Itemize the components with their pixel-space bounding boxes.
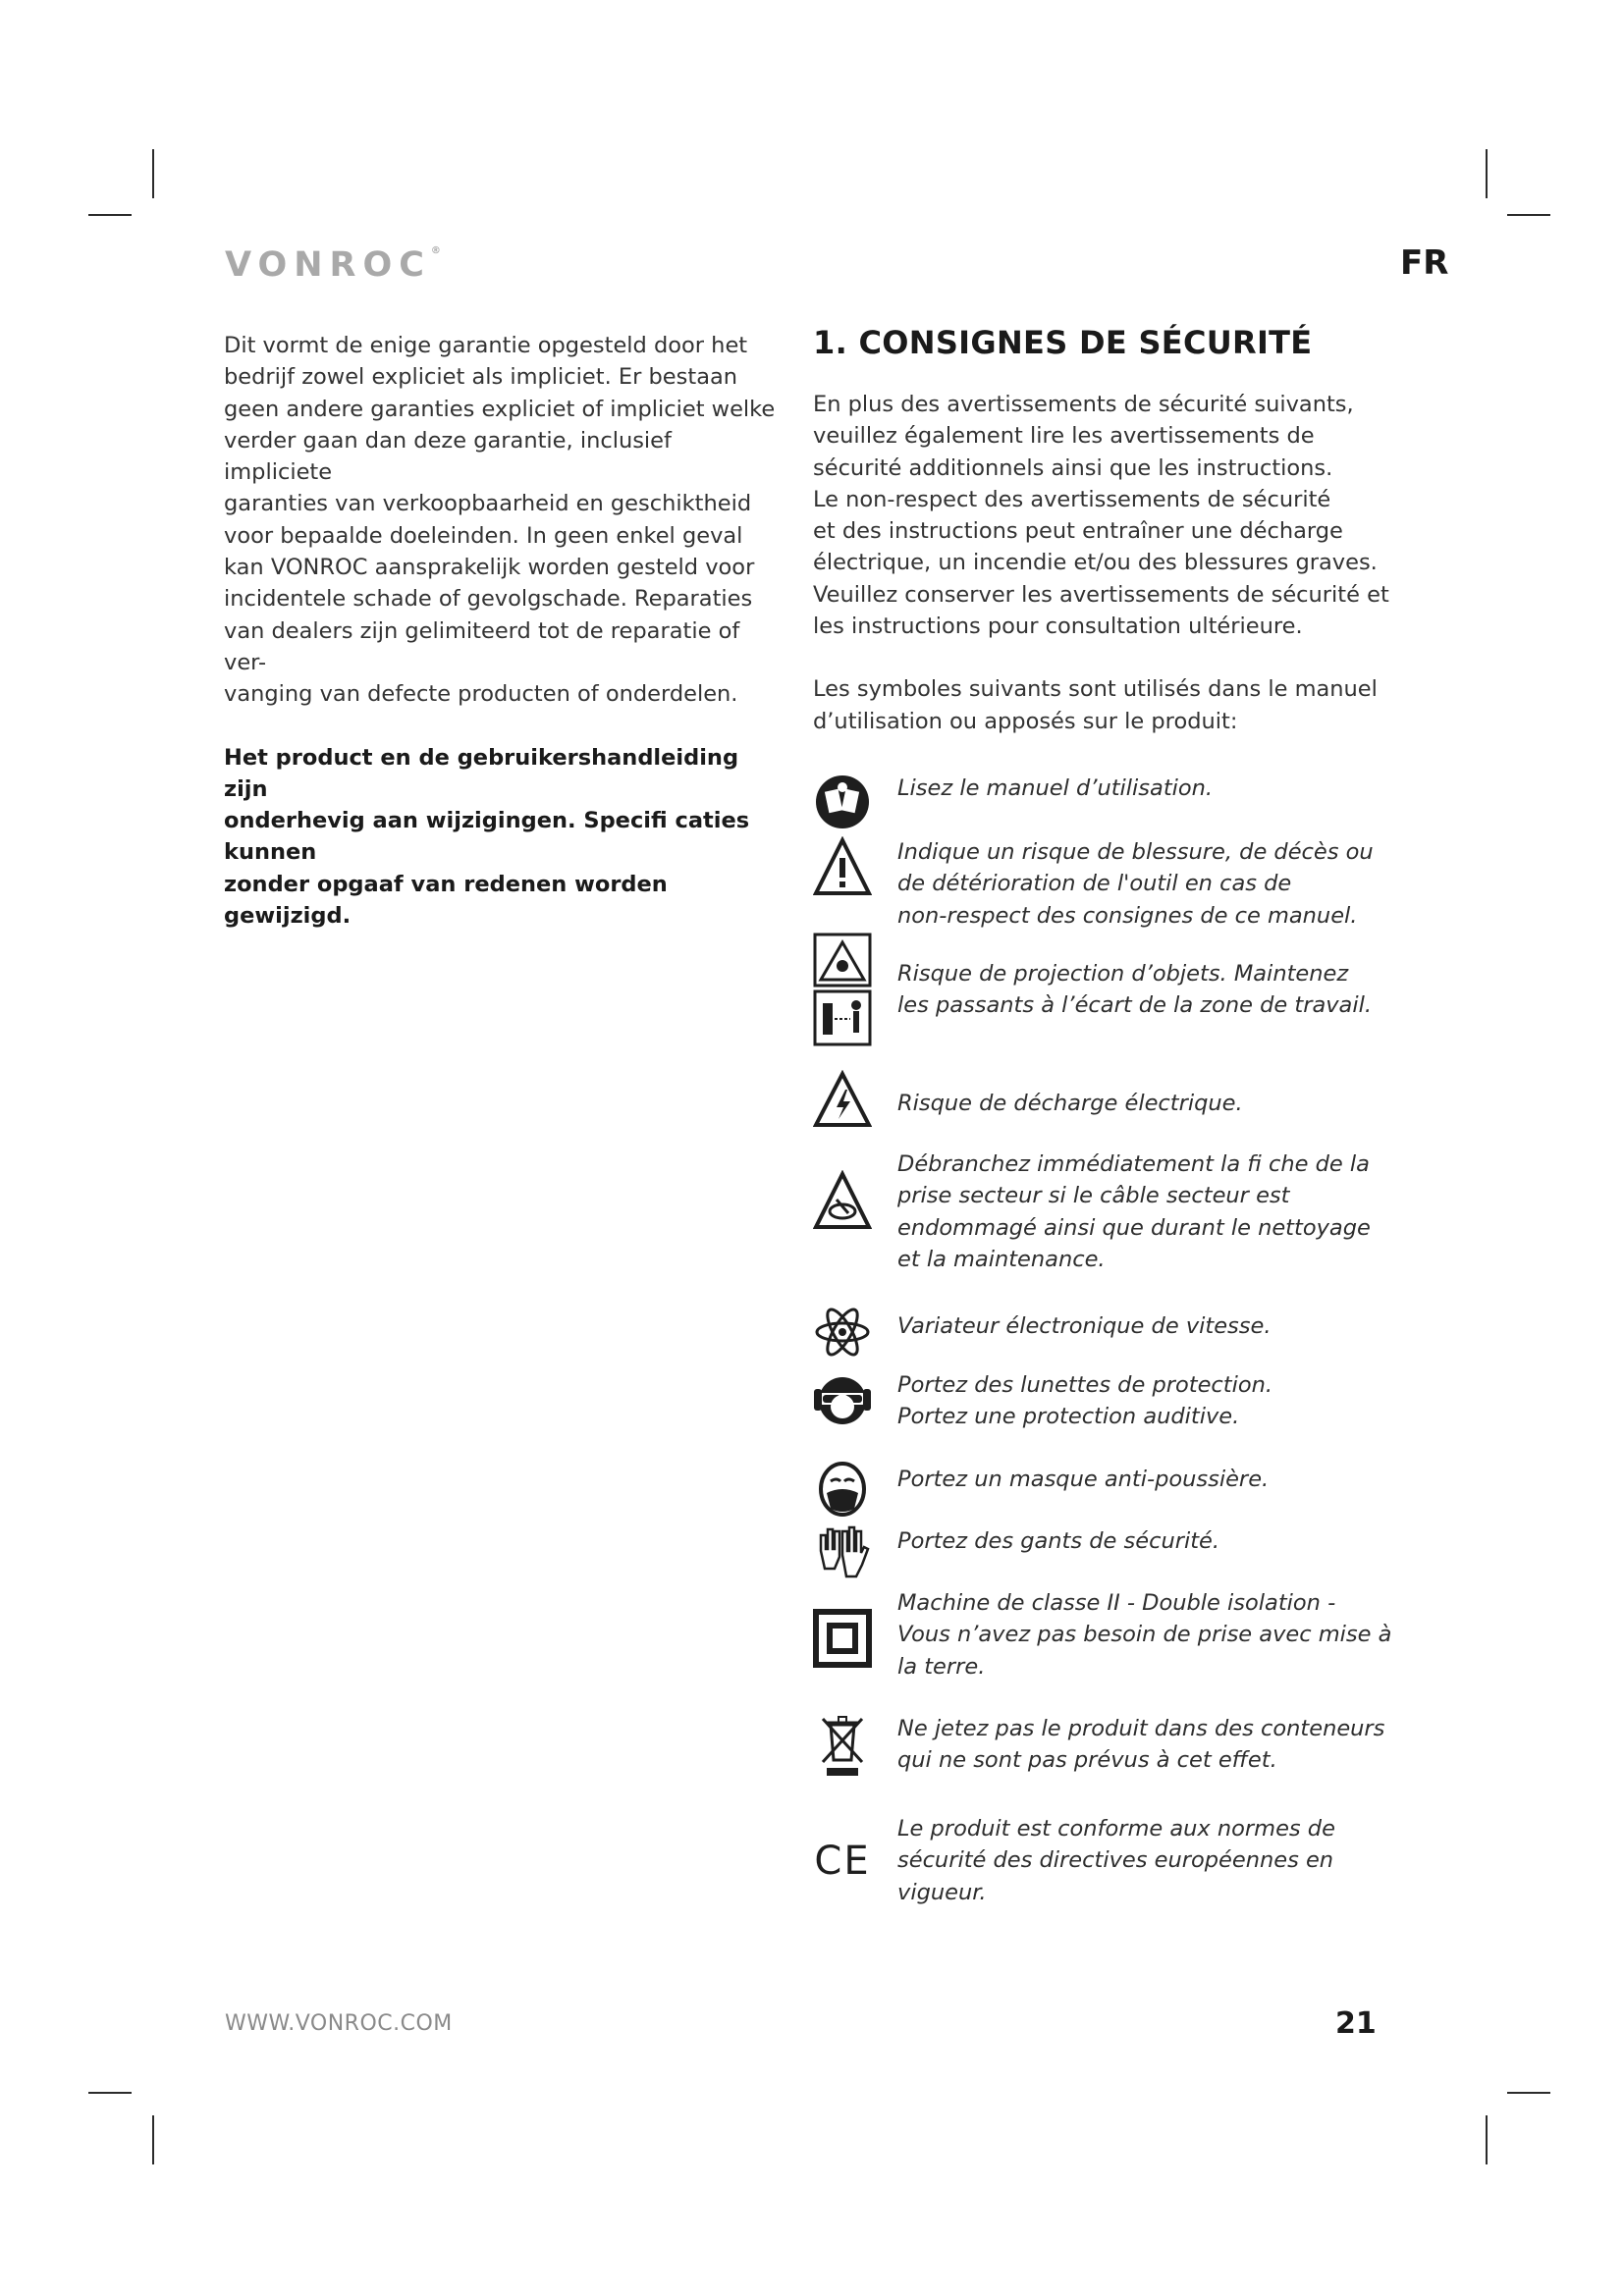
symbols-intro-paragraph: Les symboles suivants sont utilisés dans le manuel d’utilisation ou apposés sur le produit: <box>813 676 1378 734</box>
read-manual-icon <box>813 773 872 831</box>
ce-mark-icon <box>813 1839 872 1884</box>
symbol-description: Ne jetez pas le produit dans des conteneurs qui ne sont pas prévus à cet effet. <box>897 1716 1385 1774</box>
symbol-description: Machine de classe II - Double isolation - Vous n’avez pas besoin de prise avec mise à la terre. <box>897 1590 1392 1680</box>
crop-mark <box>1507 2092 1550 2094</box>
electric-shock-icon <box>813 1070 872 1129</box>
symbol-description: Variateur électronique de vitesse. <box>897 1313 1272 1339</box>
symbol-description: Risque de projection d’objets. Maintenez les passants à l’écart de la zone de travail. <box>897 961 1372 1019</box>
symbol-description: Portez des gants de sécurité. <box>897 1528 1220 1554</box>
notice-paragraph: Het product en de gebruikershandleiding zijn onderhevig aan wijzigingen. Specifi caties kunnen zonder opgaaf van redenen worden gewijzigd. <box>224 744 750 930</box>
symbol-description: Lisez le manuel d’utilisation. <box>897 775 1214 801</box>
weee-bin-icon <box>813 1713 872 1780</box>
symbol-description: Portez des lunettes de protection. Portez une protection auditive. <box>897 1372 1273 1430</box>
brand-logo: VONROC® <box>225 245 441 285</box>
ce-mark-label: CE <box>814 1839 871 1884</box>
crop-mark <box>88 214 132 216</box>
crop-mark <box>1507 214 1550 216</box>
warranty-column <box>224 330 784 932</box>
symbol-description: Le produit est conforme aux normes de sécurité des directives européennes en vigueur. <box>897 1816 1335 1905</box>
unplug-icon <box>813 1148 872 1231</box>
crop-mark <box>1486 149 1488 198</box>
symbol-description: Indique un risque de blessure, de décès ou de détérioration de l'outil en cas de non-respect des consignes de ce manuel. <box>897 839 1374 929</box>
class-ii-insulation-icon <box>813 1587 872 1668</box>
goggles-ear-protection-icon <box>813 1369 872 1430</box>
warning-triangle-icon <box>813 836 872 897</box>
dust-mask-icon <box>813 1460 872 1519</box>
crop-mark <box>1486 2115 1488 2164</box>
crop-mark <box>152 2115 154 2164</box>
gloves-icon <box>813 1522 872 1582</box>
speed-control-icon <box>813 1305 872 1360</box>
warranty-paragraph: Dit vormt de enige garantie opgesteld door het bedrijf zowel expliciet als impliciet. Er bestaan geen andere garanties expliciet of impliciet welke verder gaan dan deze garantie, inclusief impliciete garanties van verkoopbaarheid en geschiktheid voor bepaalde doeleinden. In geen enkel geval kan VONROC aansprakelijk worden gesteld voor incidentele schade of gevolgschade. Reparaties van dealers zijn gelimiteerd tot de reparatie of ver- vanging van defecte producten of onderdelen. <box>224 333 776 708</box>
safety-intro-paragraph: En plus des avertissements de sécurité suivants, veuillez également lire les avertissements de sécurité additionnels ainsi que les instructions. Le non-respect des avertissements de sécurité et des instructions peut entraîner une décharge électrique, un incendie et/ou des blessures graves. Veuillez conserver les avertissements de sécurité et les instructions pour consultation ultérieure. <box>813 392 1389 640</box>
flying-objects-icon <box>813 933 872 1046</box>
language-code: FR <box>1400 243 1449 283</box>
page-number: 21 <box>1335 2006 1377 2041</box>
symbol-description: Portez un masque anti-poussière. <box>897 1467 1270 1492</box>
safety-column <box>813 324 1402 769</box>
symbol-description: Risque de décharge électrique. <box>897 1091 1243 1116</box>
crop-mark <box>152 149 154 198</box>
section-heading: 1. CONSIGNES DE SÉCURITÉ <box>813 324 1313 361</box>
symbol-description: Débranchez immédiatement la fi che de la prise secteur si le câble secteur est endommagé ainsi que durant le nettoyage et la maintenance. <box>897 1151 1371 1272</box>
footer-website: WWW.VONROC.COM <box>225 2011 453 2036</box>
crop-mark <box>88 2092 132 2094</box>
